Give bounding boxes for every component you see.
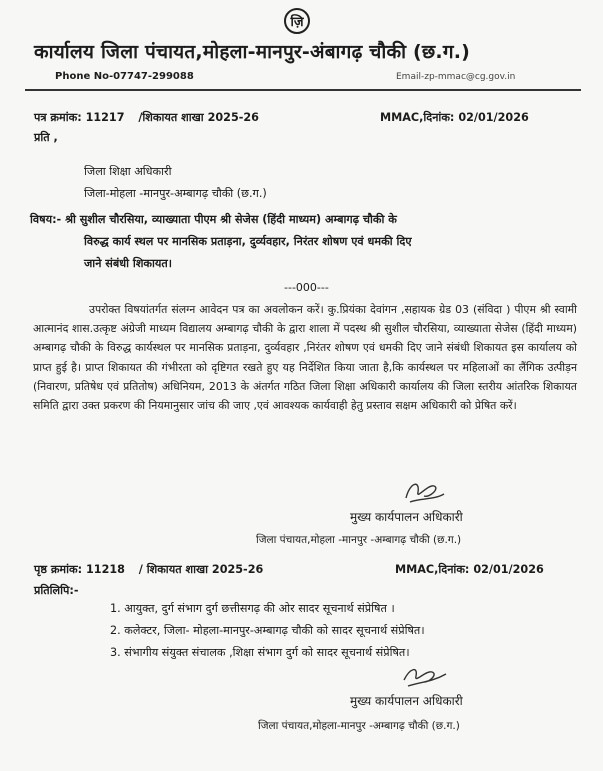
- endorsement-ref-label: पृष्ठ क्रमांक:: [34, 563, 83, 576]
- endorsement-date-value: 02/01/2026: [473, 563, 544, 576]
- office-emblem-icon: [284, 8, 310, 34]
- letter-date-value: 02/01/2026: [458, 111, 529, 124]
- copy-item-2: 2. कलेक्टर, जिला- मोहला-मानपुर-अम्बागढ़ चौकी को सादर सूचनार्थ संप्रेषित।: [110, 624, 425, 637]
- letter-date: [380, 110, 529, 125]
- letter-date-label: MMAC,दिनांक:: [380, 111, 455, 124]
- endorsement-ref-value: 11218: [86, 563, 125, 576]
- recipient-address: जिला-मोहला -मानपुर-अम्बागढ़ चौकी (छ.ग.): [84, 187, 267, 200]
- office-phone: Phone No-07747-299088: [55, 71, 194, 82]
- copy-label: प्रतिलिपि:-: [34, 584, 79, 597]
- endorsement-ref-number: [34, 562, 263, 577]
- endorsement-date-label: MMAC,दिनांक:: [395, 563, 470, 576]
- signatory-2-office: जिला पंचायत,मोहला-मानपुर -अम्बागढ़ चौकी (छ.ग.): [258, 720, 460, 732]
- header-divider: [25, 89, 581, 91]
- separator: ---000---: [284, 281, 329, 294]
- to-label: प्रति ,: [34, 131, 58, 144]
- letter-ref-section: /शिकायत शाखा 2025-26: [138, 111, 259, 124]
- letter-ref-value: 11217: [85, 111, 125, 124]
- signature-1-icon: [400, 476, 448, 506]
- letter-ref-number: [34, 110, 259, 125]
- subject-line-1: विषय:- श्री सुशील चौरसिया, व्याख्याता पीएम श्री सेजेस (हिंदी माध्यम) अम्बागढ़ चौकी के: [30, 213, 397, 226]
- office-email: Email-zp-mmac@cg.gov.in: [396, 72, 516, 82]
- endorsement-date: [395, 562, 544, 577]
- copy-item-1: 1. आयुक्त, दुर्ग संभाग दुर्ग छत्तीसगढ़ की ओर सादर सूचनार्थ संप्रेषित ।: [110, 602, 395, 615]
- recipient-title: जिला शिक्षा अधिकारी: [84, 165, 172, 178]
- signatory-2-title: मुख्य कार्यपालन अधिकारी: [350, 694, 463, 708]
- letter-ref-label: पत्र क्रमांक:: [34, 111, 82, 124]
- signatory-1-title: मुख्य कार्यपालन अधिकारी: [350, 510, 463, 524]
- subject-line-2: विरुद्ध कार्य स्थल पर मानसिक प्रताड़ना, दुर्व्यवहार, निरंतर शोषण एवं धमकी दिए: [84, 235, 412, 248]
- endorsement-ref-section: / शिकायत शाखा 2025-26: [138, 563, 264, 576]
- office-title: कार्यालय जिला पंचायत,मोहला-मानपुर-अंबागढ़ चौकी (छ.ग.): [34, 41, 471, 63]
- subject-line-3: जाने संबंधी शिकायत।: [84, 257, 173, 270]
- signature-2-icon: [400, 660, 448, 690]
- copy-item-3: 3. संभागीय संयुक्त संचालक ,शिक्षा संभाग दुर्ग को सादर सूचनार्थ संप्रेषित।: [110, 646, 410, 659]
- letter-body: [33, 300, 577, 415]
- emblem-symbol: ज़ि: [290, 15, 304, 30]
- letter-body-text: उपरोक्त विषयांतर्गत संलग्न आवेदन पत्र का अवलोकन करें। कु.प्रियंका देवांगन ,सहायक ग्रेड 03 (संविदा ) पीएम श्री स्वामी आत्मानंद शास.उत्कृष्ट अंग्रेजी माध्यम विद्यालय अम्बागढ़ चौकी के द्वारा शाला में पदस्थ श्री सुशील चौरसिया, व्याख्याता सेजेस (हिंदी माध्यम) अम्बागढ़ चौकी के विरुद्ध कार्यस्थल पर मानसिक प्रताड़ना, दुर्व्यवहार ,निरंतर शोषण एवं धमकी दिए जाने संबंधी शिकायत इस कार्यालय को प्राप्त हुई है। प्राप्त शिकायत की गंभीरता को दृष्टिगत रखते हुए यह निर्देशित किया जाता है,कि कार्यस्थल पर महिलाओं का लैंगिक उत्पीड़न (निवारण, प्रतिषेध एवं प्रतितोष) अधिनियम, 2013 के अंतर्गत गठित जिला शिक्षा अधिकारी कार्यालय की जिला स्तरीय आंतरिक शिकायत समिति द्वारा उक्त प्रकरण की नियमानुसार जांच की जाए ,एवं आवश्यक कार्यवाही हेतु प्रस्ताव सक्षम अधिकारी को प्रेषित करें।: [33, 303, 577, 413]
- signatory-1-office: जिला पंचायत,मोहला -मानपुर -अम्बागढ़ चौकी (छ.ग.): [256, 534, 462, 546]
